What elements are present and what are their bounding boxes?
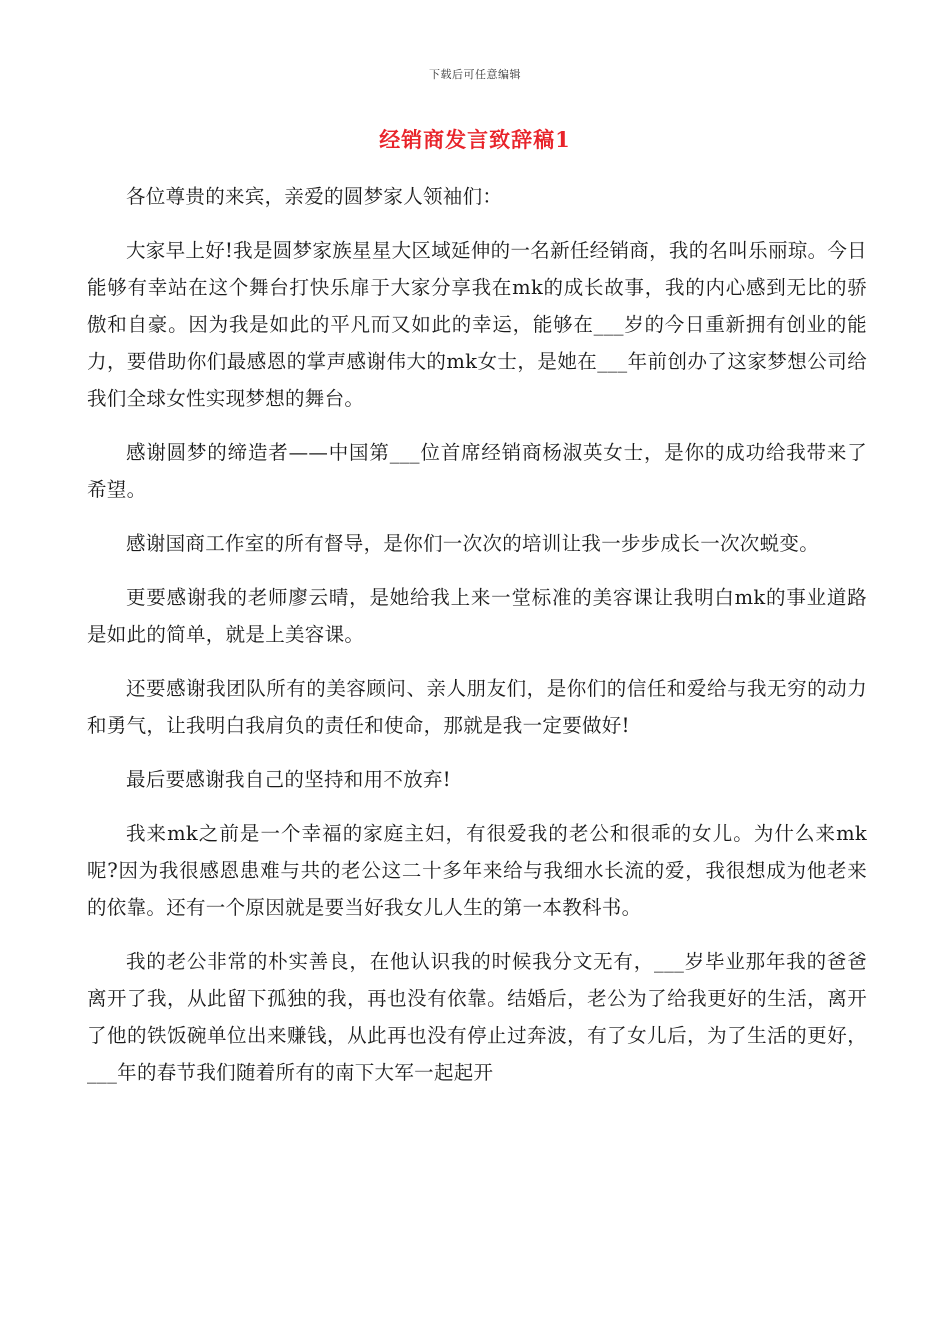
paragraph-thanks-founder: 感谢圆梦的缔造者——中国第___位首席经销商杨淑英女士，是你的成功给我带来了希望。 bbox=[87, 441, 867, 501]
paragraph-thanks-team: 还要感谢我团队所有的美容顾问、亲人朋友们，是你们的信任和爱给与我无穷的动力和勇气，让我明白我肩负的责任和使命，那就是我一定要做好! bbox=[87, 677, 867, 737]
paragraph-greeting: 各位尊贵的来宾，亲爱的圆梦家人领袖们： bbox=[126, 185, 503, 208]
paragraph-family: 我来mk之前是一个幸福的家庭主妇，有很爱我的老公和很乖的女儿。为什么来mk呢?因为我很感恩患难与共的老公这二十多年来给与我细水长流的爱，我很想成为他老来的依靠。还有一个原因就是要当好我女儿人生的第一本教科书。 bbox=[87, 822, 867, 919]
document-body bbox=[87, 178, 867, 1108]
paragraph-husband: 我的老公非常的朴实善良，在他认识我的时候我分文无有，___岁毕业那年我的爸爸离开了我，从此留下孤独的我，再也没有依靠。结婚后，老公为了给我更好的生活，离开了他的铁饭碗单位出来赚钱，从此再也没有停止过奔波，有了女儿后，为了生活的更好，___年的春节我们随着所有的南下大军一起起开 bbox=[87, 950, 867, 1084]
paragraph-thanks-self: 最后要感谢我自己的坚持和用不放弃! bbox=[126, 768, 451, 791]
paragraph-thanks-teacher: 更要感谢我的老师廖云晴，是她给我上来一堂标准的美容课让我明白mk的事业道路是如此的简单，就是上美容课。 bbox=[87, 586, 867, 646]
paragraph-thanks-supervisors: 感谢国商工作室的所有督导，是你们一次次的培训让我一步步成长一次次蜕变。 bbox=[126, 532, 820, 555]
paragraph-introduction: 大家早上好!我是圆梦家族星星大区域延伸的一名新任经销商，我的名叫乐丽琼。今日能够有幸站在这个舞台打快乐扉于大家分享我在mk的成长故事，我的内心感到无比的骄傲和自豪。因为我是如此的平凡而又如此的幸运，能够在___岁的今日重新拥有创业的能力，要借助你们最感恩的掌声感谢伟大的mk女士，是她在___年前创办了这家梦想公司给我们全球女性实现梦想的舞台。 bbox=[87, 239, 867, 410]
header-note: 下载后可任意编辑 bbox=[429, 68, 521, 81]
document-title: 经销商发言致辞稿1 bbox=[379, 127, 571, 152]
